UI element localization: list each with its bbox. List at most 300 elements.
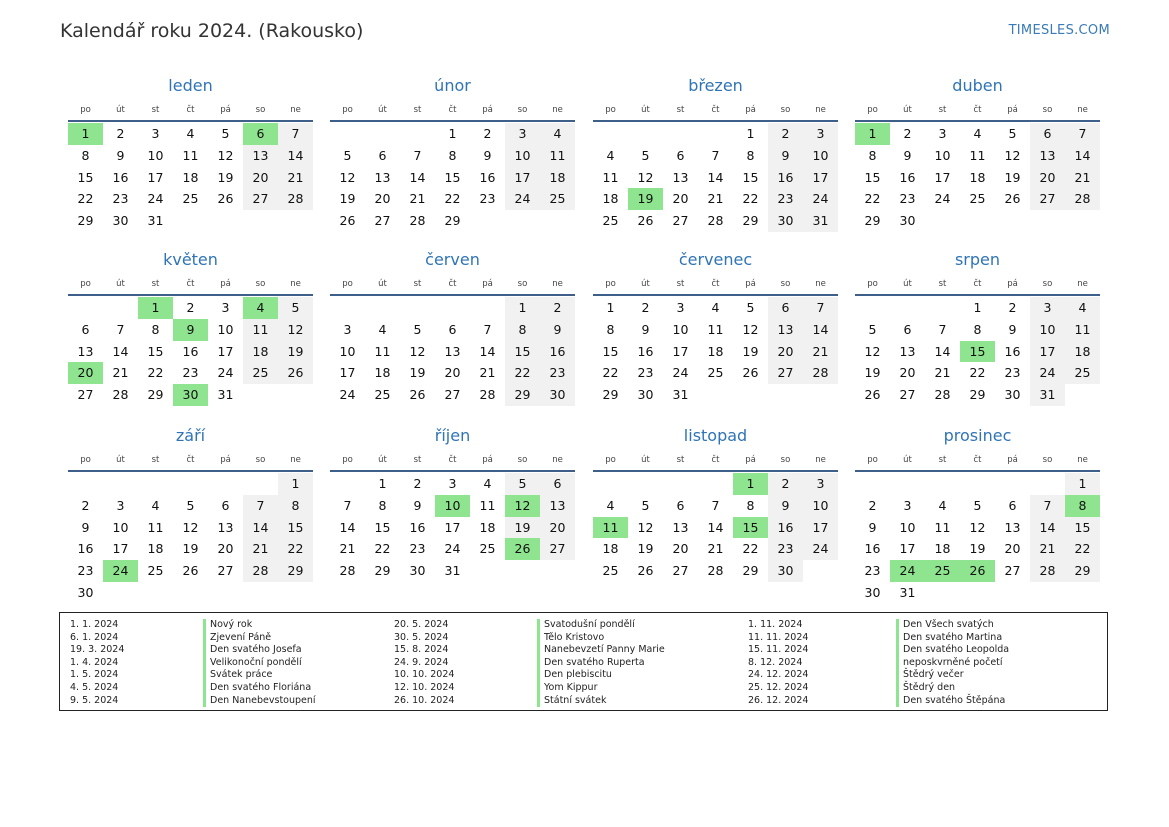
day-cell[interactable]: 15 bbox=[374, 519, 391, 535]
day-cell[interactable]: 25 bbox=[182, 191, 199, 207]
day-cell[interactable]: 20 bbox=[899, 365, 916, 381]
day-cell[interactable]: 25 bbox=[1065, 362, 1100, 384]
day-cell[interactable]: 1 bbox=[448, 126, 457, 141]
day-cell[interactable]: 17 bbox=[672, 343, 689, 359]
day-cell[interactable]: 23 bbox=[864, 563, 881, 579]
day-cell[interactable]: 13 bbox=[672, 169, 689, 185]
day-cell[interactable]: 23 bbox=[768, 538, 803, 560]
day-cell[interactable]: 10 bbox=[803, 145, 838, 167]
day-cell[interactable]: 28 bbox=[409, 213, 426, 229]
day-cell[interactable]: 19 bbox=[278, 341, 313, 363]
day-cell[interactable]: 26 bbox=[278, 362, 313, 384]
day-cell[interactable]: 7 bbox=[711, 147, 720, 163]
day-cell[interactable]: 16 bbox=[899, 169, 916, 185]
day-cell[interactable]: 27 bbox=[672, 563, 689, 579]
day-cell[interactable]: 24 bbox=[147, 191, 164, 207]
day-cell[interactable]: 16 bbox=[637, 343, 654, 359]
day-cell[interactable]: 4 bbox=[540, 123, 575, 145]
day-cell[interactable]: 8 bbox=[746, 497, 755, 513]
day-cell[interactable]: 13 bbox=[77, 343, 94, 359]
day-cell[interactable]: 8 bbox=[606, 321, 615, 337]
day-cell[interactable]: 5 bbox=[746, 300, 755, 315]
day-cell[interactable]: 30 bbox=[637, 387, 654, 403]
holiday-day-cell[interactable]: 12 bbox=[505, 495, 540, 517]
day-cell[interactable]: 8 bbox=[746, 147, 755, 163]
day-cell[interactable]: 12 bbox=[409, 343, 426, 359]
day-cell[interactable]: 30 bbox=[540, 384, 575, 406]
day-cell[interactable]: 17 bbox=[899, 541, 916, 557]
day-cell[interactable]: 9 bbox=[768, 145, 803, 167]
day-cell[interactable]: 11 bbox=[374, 343, 391, 359]
day-cell[interactable]: 23 bbox=[112, 191, 129, 207]
day-cell[interactable]: 22 bbox=[742, 541, 759, 557]
holiday-day-cell[interactable]: 24 bbox=[890, 560, 925, 582]
day-cell[interactable]: 19 bbox=[969, 541, 986, 557]
day-cell[interactable]: 18 bbox=[602, 191, 619, 207]
day-cell[interactable]: 4 bbox=[186, 126, 195, 141]
day-cell[interactable]: 17 bbox=[934, 169, 951, 185]
day-cell[interactable]: 5 bbox=[1008, 126, 1017, 141]
day-cell[interactable]: 31 bbox=[803, 210, 838, 232]
day-cell[interactable]: 29 bbox=[278, 560, 313, 582]
day-cell[interactable]: 12 bbox=[1004, 147, 1021, 163]
day-cell[interactable]: 5 bbox=[641, 147, 650, 163]
day-cell[interactable]: 10 bbox=[112, 519, 129, 535]
day-cell[interactable]: 5 bbox=[505, 473, 540, 495]
day-cell[interactable]: 6 bbox=[378, 147, 387, 163]
day-cell[interactable]: 4 bbox=[1065, 297, 1100, 319]
day-cell[interactable]: 16 bbox=[112, 169, 129, 185]
day-cell[interactable]: 25 bbox=[243, 362, 278, 384]
day-cell[interactable]: 22 bbox=[505, 362, 540, 384]
day-cell[interactable]: 30 bbox=[899, 213, 916, 229]
day-cell[interactable]: 2 bbox=[116, 126, 125, 141]
day-cell[interactable]: 9 bbox=[413, 497, 422, 513]
day-cell[interactable]: 13 bbox=[899, 343, 916, 359]
day-cell[interactable]: 22 bbox=[1065, 538, 1100, 560]
day-cell[interactable]: 16 bbox=[768, 517, 803, 539]
day-cell[interactable]: 2 bbox=[1008, 300, 1017, 315]
day-cell[interactable]: 1 bbox=[973, 300, 982, 315]
day-cell[interactable]: 22 bbox=[147, 365, 164, 381]
day-cell[interactable]: 16 bbox=[409, 519, 426, 535]
day-cell[interactable]: 26 bbox=[637, 213, 654, 229]
day-cell[interactable]: 1 bbox=[378, 476, 387, 491]
day-cell[interactable]: 30 bbox=[768, 210, 803, 232]
day-cell[interactable]: 9 bbox=[868, 519, 877, 535]
day-cell[interactable]: 2 bbox=[186, 300, 195, 315]
day-cell[interactable]: 10 bbox=[217, 321, 234, 337]
day-cell[interactable]: 29 bbox=[77, 213, 94, 229]
day-cell[interactable]: 8 bbox=[505, 319, 540, 341]
day-cell[interactable]: 3 bbox=[938, 126, 947, 141]
day-cell[interactable]: 27 bbox=[540, 538, 575, 560]
day-cell[interactable]: 31 bbox=[672, 387, 689, 403]
day-cell[interactable]: 27 bbox=[444, 387, 461, 403]
day-cell[interactable]: 7 bbox=[1030, 495, 1065, 517]
day-cell[interactable]: 18 bbox=[147, 541, 164, 557]
day-cell[interactable]: 18 bbox=[934, 541, 951, 557]
day-cell[interactable]: 11 bbox=[479, 497, 496, 513]
day-cell[interactable]: 18 bbox=[540, 167, 575, 189]
day-cell[interactable]: 14 bbox=[278, 145, 313, 167]
holiday-day-cell[interactable]: 24 bbox=[103, 560, 138, 582]
day-cell[interactable]: 9 bbox=[81, 519, 90, 535]
day-cell[interactable]: 22 bbox=[864, 191, 881, 207]
day-cell[interactable]: 20 bbox=[444, 365, 461, 381]
day-cell[interactable]: 26 bbox=[409, 387, 426, 403]
day-cell[interactable]: 5 bbox=[186, 497, 195, 513]
day-cell[interactable]: 7 bbox=[483, 321, 492, 337]
day-cell[interactable]: 9 bbox=[768, 495, 803, 517]
day-cell[interactable]: 21 bbox=[409, 191, 426, 207]
day-cell[interactable]: 11 bbox=[147, 519, 164, 535]
day-cell[interactable]: 20 bbox=[243, 167, 278, 189]
day-cell[interactable]: 8 bbox=[378, 497, 387, 513]
day-cell[interactable]: 25 bbox=[540, 188, 575, 210]
day-cell[interactable]: 18 bbox=[243, 341, 278, 363]
day-cell[interactable]: 12 bbox=[864, 343, 881, 359]
day-cell[interactable]: 25 bbox=[479, 541, 496, 557]
day-cell[interactable]: 8 bbox=[81, 147, 90, 163]
day-cell[interactable]: 17 bbox=[217, 343, 234, 359]
holiday-day-cell[interactable]: 26 bbox=[505, 538, 540, 560]
day-cell[interactable]: 23 bbox=[768, 188, 803, 210]
day-cell[interactable]: 13 bbox=[672, 519, 689, 535]
day-cell[interactable]: 22 bbox=[278, 538, 313, 560]
day-cell[interactable]: 14 bbox=[707, 519, 724, 535]
day-cell[interactable]: 20 bbox=[1030, 167, 1065, 189]
day-cell[interactable]: 15 bbox=[278, 517, 313, 539]
day-cell[interactable]: 24 bbox=[339, 387, 356, 403]
day-cell[interactable]: 7 bbox=[243, 495, 278, 517]
day-cell[interactable]: 4 bbox=[938, 497, 947, 513]
day-cell[interactable]: 1 bbox=[505, 297, 540, 319]
day-cell[interactable]: 23 bbox=[182, 365, 199, 381]
day-cell[interactable]: 3 bbox=[221, 300, 230, 315]
day-cell[interactable]: 30 bbox=[409, 563, 426, 579]
day-cell[interactable]: 8 bbox=[973, 321, 982, 337]
day-cell[interactable]: 26 bbox=[637, 563, 654, 579]
day-cell[interactable]: 30 bbox=[864, 584, 881, 600]
day-cell[interactable]: 23 bbox=[899, 191, 916, 207]
day-cell[interactable]: 11 bbox=[602, 169, 619, 185]
day-cell[interactable]: 15 bbox=[742, 169, 759, 185]
day-cell[interactable]: 28 bbox=[707, 563, 724, 579]
day-cell[interactable]: 27 bbox=[672, 213, 689, 229]
day-cell[interactable]: 29 bbox=[505, 384, 540, 406]
day-cell[interactable]: 4 bbox=[483, 476, 492, 491]
day-cell[interactable]: 11 bbox=[1065, 319, 1100, 341]
day-cell[interactable]: 21 bbox=[707, 541, 724, 557]
holiday-day-cell[interactable]: 8 bbox=[1065, 495, 1100, 517]
holiday-day-cell[interactable]: 4 bbox=[243, 297, 278, 319]
day-cell[interactable]: 24 bbox=[505, 188, 540, 210]
day-cell[interactable]: 17 bbox=[339, 365, 356, 381]
day-cell[interactable]: 7 bbox=[116, 321, 125, 337]
day-cell[interactable]: 2 bbox=[868, 497, 877, 513]
day-cell[interactable]: 15 bbox=[77, 169, 94, 185]
day-cell[interactable]: 19 bbox=[409, 365, 426, 381]
day-cell[interactable]: 24 bbox=[803, 538, 838, 560]
day-cell[interactable]: 16 bbox=[182, 343, 199, 359]
day-cell[interactable]: 14 bbox=[479, 343, 496, 359]
day-cell[interactable]: 29 bbox=[444, 213, 461, 229]
day-cell[interactable]: 17 bbox=[112, 541, 129, 557]
day-cell[interactable]: 6 bbox=[676, 497, 685, 513]
day-cell[interactable]: 27 bbox=[1004, 563, 1021, 579]
day-cell[interactable]: 2 bbox=[413, 476, 422, 491]
day-cell[interactable]: 20 bbox=[540, 517, 575, 539]
day-cell[interactable]: 11 bbox=[182, 147, 199, 163]
day-cell[interactable]: 28 bbox=[112, 387, 129, 403]
day-cell[interactable]: 21 bbox=[803, 341, 838, 363]
day-cell[interactable]: 18 bbox=[707, 343, 724, 359]
holiday-day-cell[interactable]: 15 bbox=[733, 517, 768, 539]
day-cell[interactable]: 14 bbox=[1065, 145, 1100, 167]
day-cell[interactable]: 29 bbox=[602, 387, 619, 403]
day-cell[interactable]: 14 bbox=[243, 517, 278, 539]
day-cell[interactable]: 3 bbox=[448, 476, 457, 491]
day-cell[interactable]: 24 bbox=[217, 365, 234, 381]
day-cell[interactable]: 29 bbox=[864, 213, 881, 229]
day-cell[interactable]: 30 bbox=[77, 584, 94, 600]
day-cell[interactable]: 15 bbox=[147, 343, 164, 359]
day-cell[interactable]: 16 bbox=[768, 167, 803, 189]
day-cell[interactable]: 25 bbox=[374, 387, 391, 403]
day-cell[interactable]: 11 bbox=[969, 147, 986, 163]
day-cell[interactable]: 29 bbox=[969, 387, 986, 403]
day-cell[interactable]: 23 bbox=[637, 365, 654, 381]
day-cell[interactable]: 27 bbox=[217, 563, 234, 579]
day-cell[interactable]: 16 bbox=[864, 541, 881, 557]
day-cell[interactable]: 29 bbox=[374, 563, 391, 579]
day-cell[interactable]: 7 bbox=[278, 123, 313, 145]
day-cell[interactable]: 20 bbox=[672, 191, 689, 207]
day-cell[interactable]: 31 bbox=[217, 387, 234, 403]
day-cell[interactable]: 9 bbox=[116, 147, 125, 163]
day-cell[interactable]: 18 bbox=[479, 519, 496, 535]
day-cell[interactable]: 16 bbox=[1004, 343, 1021, 359]
day-cell[interactable]: 22 bbox=[444, 191, 461, 207]
day-cell[interactable]: 1 bbox=[1065, 473, 1100, 495]
day-cell[interactable]: 26 bbox=[339, 213, 356, 229]
day-cell[interactable]: 5 bbox=[868, 321, 877, 337]
day-cell[interactable]: 2 bbox=[903, 126, 912, 141]
day-cell[interactable]: 22 bbox=[602, 365, 619, 381]
day-cell[interactable]: 28 bbox=[1030, 560, 1065, 582]
day-cell[interactable]: 22 bbox=[969, 365, 986, 381]
day-cell[interactable]: 3 bbox=[803, 123, 838, 145]
holiday-day-cell[interactable]: 6 bbox=[243, 123, 278, 145]
day-cell[interactable]: 6 bbox=[1008, 497, 1017, 513]
day-cell[interactable]: 8 bbox=[151, 321, 160, 337]
day-cell[interactable]: 9 bbox=[903, 147, 912, 163]
day-cell[interactable]: 14 bbox=[409, 169, 426, 185]
day-cell[interactable]: 15 bbox=[1065, 517, 1100, 539]
day-cell[interactable]: 14 bbox=[934, 343, 951, 359]
day-cell[interactable]: 21 bbox=[1030, 538, 1065, 560]
day-cell[interactable]: 17 bbox=[1030, 341, 1065, 363]
day-cell[interactable]: 28 bbox=[243, 560, 278, 582]
day-cell[interactable]: 31 bbox=[444, 563, 461, 579]
day-cell[interactable]: 15 bbox=[505, 341, 540, 363]
day-cell[interactable]: 16 bbox=[540, 341, 575, 363]
day-cell[interactable]: 19 bbox=[637, 541, 654, 557]
day-cell[interactable]: 9 bbox=[1008, 321, 1017, 337]
day-cell[interactable]: 10 bbox=[505, 145, 540, 167]
day-cell[interactable]: 4 bbox=[606, 497, 615, 513]
day-cell[interactable]: 14 bbox=[1030, 517, 1065, 539]
day-cell[interactable]: 3 bbox=[116, 497, 125, 513]
day-cell[interactable]: 13 bbox=[444, 343, 461, 359]
day-cell[interactable]: 11 bbox=[707, 321, 724, 337]
day-cell[interactable]: 25 bbox=[969, 191, 986, 207]
day-cell[interactable]: 29 bbox=[1065, 560, 1100, 582]
day-cell[interactable]: 27 bbox=[768, 362, 803, 384]
day-cell[interactable]: 13 bbox=[374, 169, 391, 185]
holiday-day-cell[interactable]: 20 bbox=[68, 362, 103, 384]
day-cell[interactable]: 13 bbox=[540, 495, 575, 517]
day-cell[interactable]: 2 bbox=[540, 297, 575, 319]
day-cell[interactable]: 3 bbox=[151, 126, 160, 141]
day-cell[interactable]: 12 bbox=[637, 169, 654, 185]
day-cell[interactable]: 19 bbox=[217, 169, 234, 185]
day-cell[interactable]: 10 bbox=[147, 147, 164, 163]
holiday-day-cell[interactable]: 26 bbox=[960, 560, 995, 582]
day-cell[interactable]: 14 bbox=[339, 519, 356, 535]
day-cell[interactable]: 19 bbox=[505, 517, 540, 539]
holiday-day-cell[interactable]: 10 bbox=[435, 495, 470, 517]
day-cell[interactable]: 19 bbox=[1004, 169, 1021, 185]
day-cell[interactable]: 18 bbox=[182, 169, 199, 185]
day-cell[interactable]: 13 bbox=[1004, 519, 1021, 535]
day-cell[interactable]: 6 bbox=[1030, 123, 1065, 145]
day-cell[interactable]: 7 bbox=[803, 297, 838, 319]
day-cell[interactable]: 11 bbox=[540, 145, 575, 167]
day-cell[interactable]: 17 bbox=[444, 519, 461, 535]
day-cell[interactable]: 9 bbox=[540, 319, 575, 341]
day-cell[interactable]: 3 bbox=[803, 473, 838, 495]
day-cell[interactable]: 5 bbox=[413, 321, 422, 337]
day-cell[interactable]: 25 bbox=[602, 213, 619, 229]
day-cell[interactable]: 24 bbox=[803, 188, 838, 210]
day-cell[interactable]: 5 bbox=[641, 497, 650, 513]
day-cell[interactable]: 20 bbox=[672, 541, 689, 557]
day-cell[interactable]: 28 bbox=[707, 213, 724, 229]
day-cell[interactable]: 28 bbox=[803, 362, 838, 384]
day-cell[interactable]: 28 bbox=[479, 387, 496, 403]
day-cell[interactable]: 1 bbox=[278, 473, 313, 495]
day-cell[interactable]: 5 bbox=[221, 126, 230, 141]
holiday-day-cell[interactable]: 1 bbox=[855, 123, 890, 145]
day-cell[interactable]: 4 bbox=[711, 300, 720, 315]
day-cell[interactable]: 30 bbox=[1004, 387, 1021, 403]
day-cell[interactable]: 8 bbox=[868, 147, 877, 163]
day-cell[interactable]: 12 bbox=[637, 519, 654, 535]
day-cell[interactable]: 23 bbox=[77, 563, 94, 579]
day-cell[interactable]: 7 bbox=[343, 497, 352, 513]
day-cell[interactable]: 16 bbox=[479, 169, 496, 185]
day-cell[interactable]: 29 bbox=[742, 563, 759, 579]
day-cell[interactable]: 19 bbox=[182, 541, 199, 557]
day-cell[interactable]: 10 bbox=[803, 495, 838, 517]
day-cell[interactable]: 23 bbox=[540, 362, 575, 384]
day-cell[interactable]: 7 bbox=[938, 321, 947, 337]
day-cell[interactable]: 10 bbox=[672, 321, 689, 337]
day-cell[interactable]: 21 bbox=[278, 167, 313, 189]
day-cell[interactable]: 26 bbox=[182, 563, 199, 579]
day-cell[interactable]: 10 bbox=[339, 343, 356, 359]
day-cell[interactable]: 19 bbox=[742, 343, 759, 359]
day-cell[interactable]: 2 bbox=[768, 473, 803, 495]
day-cell[interactable]: 27 bbox=[77, 387, 94, 403]
day-cell[interactable]: 25 bbox=[602, 563, 619, 579]
day-cell[interactable]: 11 bbox=[934, 519, 951, 535]
day-cell[interactable]: 20 bbox=[374, 191, 391, 207]
day-cell[interactable]: 2 bbox=[483, 126, 492, 141]
holiday-day-cell[interactable]: 1 bbox=[733, 473, 768, 495]
day-cell[interactable]: 13 bbox=[768, 319, 803, 341]
day-cell[interactable]: 20 bbox=[217, 541, 234, 557]
day-cell[interactable]: 19 bbox=[339, 191, 356, 207]
day-cell[interactable]: 20 bbox=[768, 341, 803, 363]
day-cell[interactable]: 22 bbox=[742, 191, 759, 207]
day-cell[interactable]: 26 bbox=[217, 191, 234, 207]
day-cell[interactable]: 30 bbox=[768, 560, 803, 582]
day-cell[interactable]: 2 bbox=[768, 123, 803, 145]
day-cell[interactable]: 23 bbox=[409, 541, 426, 557]
day-cell[interactable]: 6 bbox=[676, 147, 685, 163]
site-link[interactable]: TIMESLES.COM bbox=[1008, 23, 1110, 38]
day-cell[interactable]: 9 bbox=[483, 147, 492, 163]
day-cell[interactable]: 26 bbox=[864, 387, 881, 403]
day-cell[interactable]: 12 bbox=[742, 321, 759, 337]
day-cell[interactable]: 29 bbox=[742, 213, 759, 229]
day-cell[interactable]: 6 bbox=[540, 473, 575, 495]
day-cell[interactable]: 14 bbox=[707, 169, 724, 185]
day-cell[interactable]: 27 bbox=[374, 213, 391, 229]
day-cell[interactable]: 14 bbox=[112, 343, 129, 359]
day-cell[interactable]: 15 bbox=[864, 169, 881, 185]
day-cell[interactable]: 17 bbox=[147, 169, 164, 185]
day-cell[interactable]: 18 bbox=[969, 169, 986, 185]
day-cell[interactable]: 15 bbox=[602, 343, 619, 359]
day-cell[interactable]: 18 bbox=[374, 365, 391, 381]
day-cell[interactable]: 6 bbox=[768, 297, 803, 319]
day-cell[interactable]: 23 bbox=[1004, 365, 1021, 381]
day-cell[interactable]: 25 bbox=[147, 563, 164, 579]
day-cell[interactable]: 3 bbox=[1030, 297, 1065, 319]
day-cell[interactable]: 28 bbox=[278, 188, 313, 210]
day-cell[interactable]: 12 bbox=[217, 147, 234, 163]
day-cell[interactable]: 8 bbox=[278, 495, 313, 517]
day-cell[interactable]: 5 bbox=[973, 497, 982, 513]
day-cell[interactable]: 24 bbox=[672, 365, 689, 381]
day-cell[interactable]: 18 bbox=[1065, 341, 1100, 363]
day-cell[interactable]: 19 bbox=[864, 365, 881, 381]
day-cell[interactable]: 30 bbox=[112, 213, 129, 229]
day-cell[interactable]: 6 bbox=[221, 497, 230, 513]
day-cell[interactable]: 10 bbox=[899, 519, 916, 535]
day-cell[interactable]: 26 bbox=[1004, 191, 1021, 207]
holiday-day-cell[interactable]: 30 bbox=[173, 384, 208, 406]
holiday-day-cell[interactable]: 25 bbox=[925, 560, 960, 582]
day-cell[interactable]: 28 bbox=[934, 387, 951, 403]
day-cell[interactable]: 18 bbox=[602, 541, 619, 557]
day-cell[interactable]: 13 bbox=[217, 519, 234, 535]
day-cell[interactable]: 24 bbox=[934, 191, 951, 207]
